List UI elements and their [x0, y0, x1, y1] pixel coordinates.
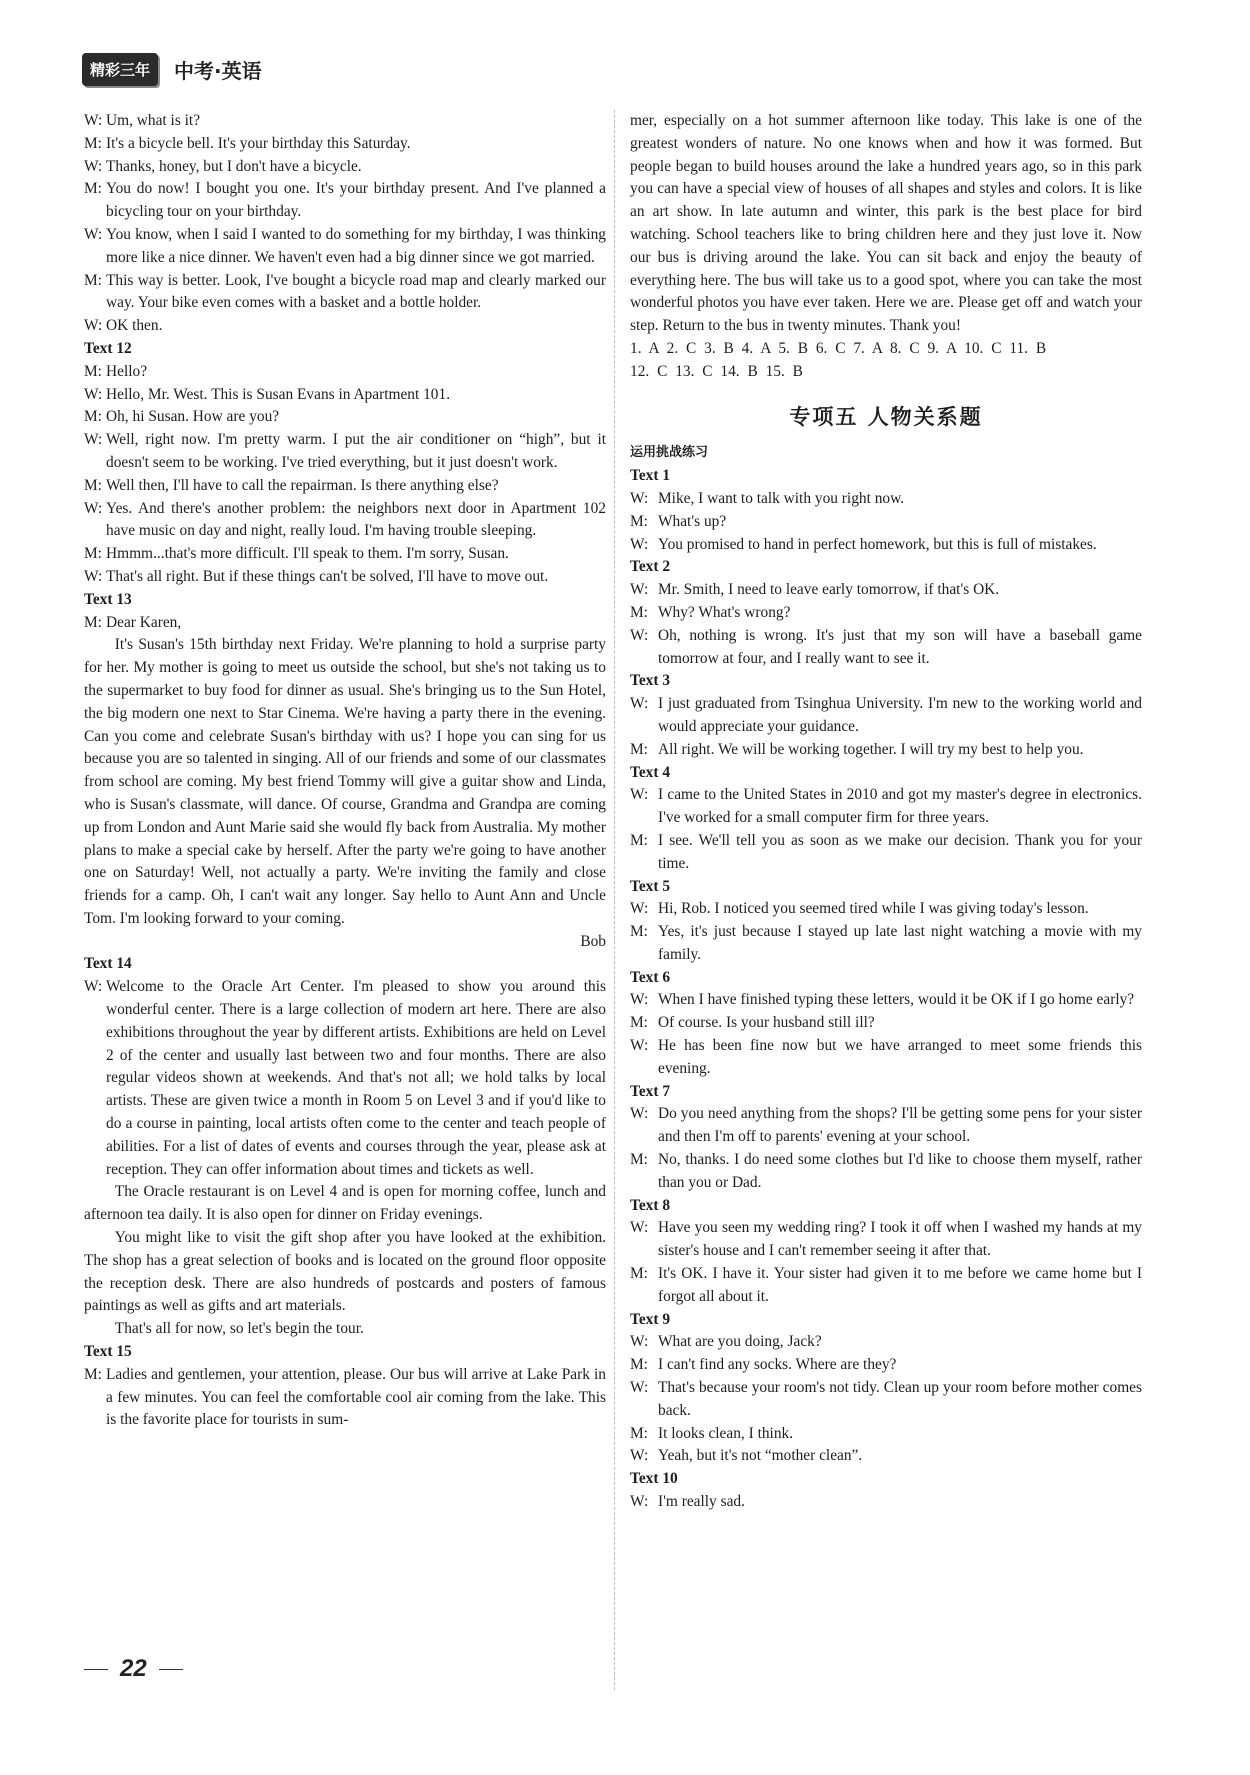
speaker-label: M:	[84, 180, 102, 198]
text-heading: Text 14	[84, 955, 132, 973]
dialogue-line	[630, 1377, 1142, 1423]
text-heading: Text 15	[84, 1343, 132, 1361]
dialogue-text: Ladies and gentlemen, your attention, please. Our bus will arrive at Lake Park in a few minutes. You can feel the comfortable cool air coming from the lake. This is the favorite place for tourists in sum-	[106, 1365, 606, 1429]
answer-key: 12. C 13. C 14. B 15. B	[630, 362, 803, 380]
speaker-label: W:	[630, 489, 649, 507]
speaker-label: W:	[84, 499, 103, 517]
dialogue-text: I see. We'll tell you as soon as we make our decision. Thank you for your time.	[658, 831, 1142, 872]
dialogue-line	[84, 612, 606, 635]
text-heading: Text 4	[630, 763, 671, 781]
dialogue-line	[84, 1364, 606, 1432]
dialogue-line	[630, 921, 1142, 967]
dialogue-line	[630, 1217, 1142, 1263]
dialogue-line	[630, 1149, 1142, 1195]
dialogue-text: Yes. And there's another problem: the neighbors next door in Apartment 102 have music on day and night, really loud. I'm having trouble sleeping.	[106, 499, 606, 540]
text-heading: Text 13	[84, 590, 132, 608]
dialogue-line	[630, 830, 1142, 876]
page-header	[82, 52, 262, 86]
speaker-label: M:	[630, 512, 648, 530]
dialogue-text: You do now! I bought you one. It's your birthday present. And I've planned a bicycling tour on your birthday.	[106, 180, 606, 221]
dialogue-text: I just graduated from Tsinghua University. I'm new to the working world and would appreciate your guidance.	[658, 695, 1142, 735]
dialogue-line	[84, 361, 606, 384]
dialogue-text: When I have finished typing these letters, would it be OK if I go home early?	[658, 991, 1135, 1009]
answer-key: 1. A 2. C 3. B 4. A 5. B 6. C 7. A 8. C 9. A 10. C 11. B	[630, 339, 1047, 357]
text-heading: Text 5	[630, 877, 671, 895]
dialogue-text: Thanks, honey, but I don't have a bicycle.	[106, 157, 362, 175]
dialogue-text: Hello?	[106, 362, 148, 380]
dialogue-text: Dear Karen,	[106, 613, 182, 631]
dialogue-text: You promised to hand in perfect homework, but this is full of mistakes.	[658, 535, 1097, 553]
speaker-label: M:	[84, 134, 102, 152]
dialogue-text: Of course. Is your husband still ill?	[658, 1014, 875, 1032]
speaker-label: W:	[630, 1037, 649, 1055]
dialogue-line	[84, 543, 606, 566]
dialogue-text: Um, what is it?	[106, 112, 201, 129]
left-column	[84, 110, 606, 1432]
speaker-label: M:	[630, 740, 648, 758]
speaker-label: M:	[630, 603, 648, 621]
speaker-label: M:	[84, 271, 102, 289]
paragraph: You might like to visit the gift shop after you have looked at the exhibition. The shop has a great selection of books and is located on the ground floor opposite the reception desk. There are also hundreds of postcards and posters of famous paintings as well as gifts and art materials.	[84, 1229, 606, 1315]
dialogue-text: This way is better. Look, I've bought a bicycle road map and clearly marked our way. Your bike even comes with a basket and a bottle holder.	[106, 271, 606, 312]
paragraph: It's Susan's 15th birthday next Friday. We're planning to hold a surprise party for her. My mother is going to meet us outside the school, but she's not taking us to the supermarket to buy food for dinner as usual. She's bringing us to the Sun Hotel, the big modern one next to Star Cinema. We're having a party there in the evening. Can you come and celebrate Susan's birthday with us? I hope you can sing for us because you are so talented in singing. All of our friends and some of our classmates from school are coming. My best friend Tommy will give a guitar show and Linda, who is Susan's classmate, will dance. Of course, Grandma and Grandpa are coming up from London and Aunt Marie said she would fly back from Australia. My mother plans to make a special cake by herself. After the party we're going to have another one on Saturday! Well, not actually a party. We're inviting the family and close friends for a camp. Oh, I can't wait any longer. Say hello to Aunt Ann and Uncle Tom. I'm looking forward to your coming.	[84, 636, 606, 927]
page-footer	[84, 1655, 183, 1683]
dialogue-line	[630, 1103, 1142, 1149]
dialogue-line	[84, 976, 606, 1181]
dialogue-line	[630, 1263, 1142, 1309]
dialogue-text: Hmmm...that's more difficult. I'll speak to them. I'm sorry, Susan.	[106, 545, 509, 563]
dialogue-line	[630, 534, 1142, 557]
dialogue-line	[630, 739, 1142, 762]
dialogue-line	[630, 898, 1142, 921]
dialogue-text: Well then, I'll have to call the repairman. Is there anything else?	[106, 476, 499, 494]
series-logo: 精彩三年	[82, 53, 158, 86]
speaker-label: W:	[630, 626, 649, 644]
dialogue-text: Oh, hi Susan. How are you?	[106, 408, 280, 426]
footer-rule	[159, 1669, 183, 1670]
dialogue-text: Have you seen my wedding ring? I took it off when I washed my hands at my sister's house and I can't remember seeing it after that.	[658, 1219, 1142, 1260]
speaker-label: M:	[84, 408, 102, 426]
speaker-label: W:	[630, 900, 649, 918]
dialogue-text: It looks clean, I think.	[658, 1424, 794, 1442]
dialogue-text: I can't find any socks. Where are they?	[658, 1356, 897, 1374]
speaker-label: W:	[84, 431, 103, 449]
speaker-label: M:	[84, 362, 102, 380]
speaker-label: M:	[630, 923, 648, 941]
speaker-label: W:	[630, 1447, 649, 1465]
dialogue-line	[630, 1491, 1142, 1514]
speaker-label: M:	[630, 1356, 648, 1374]
dialogue-text: It's OK. I have it. Your sister had given it to me before we came home but I forgot all about it.	[658, 1265, 1142, 1305]
dialogue-line	[630, 1331, 1142, 1354]
dialogue-line	[84, 270, 606, 316]
dialogue-text: I'm really sad.	[658, 1493, 745, 1511]
section-title: 专项五 人物关系题	[789, 404, 983, 429]
column-divider	[614, 110, 615, 1690]
dialogue-line	[84, 315, 606, 338]
dialogue-line	[84, 566, 606, 589]
dialogue-text: Yeah, but it's not “mother clean”.	[658, 1447, 863, 1465]
dialogue-line	[630, 579, 1142, 602]
dialogue-line	[630, 511, 1142, 534]
dialogue-line	[84, 110, 606, 133]
dialogue-text: I came to the United States in 2010 and got my master's degree in electronics. I've worked for a small computer firm for three years.	[658, 786, 1142, 827]
dialogue-text: It's a bicycle bell. It's your birthday this Saturday.	[106, 134, 411, 152]
speaker-label: M:	[84, 1365, 102, 1383]
speaker-label: M:	[84, 545, 102, 563]
dialogue-line	[84, 475, 606, 498]
dialogue-text: Hello, Mr. West. This is Susan Evans in Apartment 101.	[106, 385, 451, 403]
dialogue-text: What's up?	[658, 512, 727, 530]
speaker-label: W:	[630, 1493, 649, 1511]
dialogue-line	[84, 156, 606, 179]
dialogue-line	[630, 488, 1142, 511]
speaker-label: M:	[630, 1014, 648, 1032]
dialogue-line	[84, 384, 606, 407]
right-column	[630, 110, 1142, 1514]
dialogue-line	[84, 133, 606, 156]
dialogue-line	[84, 406, 606, 429]
text-heading: Text 10	[630, 1470, 678, 1488]
dialogue-text: That's because your room's not tidy. Clean up your room before mother comes back.	[658, 1379, 1142, 1419]
dialogue-line	[84, 224, 606, 270]
dialogue-text: You know, when I said I wanted to do something for my birthday, I was thinking more like a nice dinner. We haven't even had a big dinner since we got married.	[106, 225, 606, 266]
speaker-label: W:	[630, 695, 649, 713]
dialogue-line	[630, 989, 1142, 1012]
text-heading: Text 3	[630, 672, 671, 690]
dialogue-text: No, thanks. I do need some clothes but I'd like to choose them myself, rather than you or Dad.	[658, 1151, 1142, 1191]
page-number: 22	[120, 1655, 147, 1682]
dialogue-line	[84, 178, 606, 224]
speaker-label: W:	[630, 535, 649, 553]
speaker-label: W:	[84, 157, 103, 175]
dialogue-line	[630, 693, 1142, 739]
speaker-label: W:	[84, 978, 103, 996]
speaker-label: W:	[84, 385, 103, 403]
paragraph: mer, especially on a hot summer afternoon like today. This lake is one of the greatest wonders of nature. No one knows when and how it was formed. But people began to build houses around the lake a hundred years ago, so in this park you can have a special view of houses of all shapes and styles and colors. It is like an art show. In late autumn and winter, this park is the best place for bird watching. School teachers like to bring children here and they just love it. Now our bus is driving around the lake. You can sit back and enjoy the beauty of everything here. The bus will take us to a good spot, where you can take the most wonderful photos you have ever taken. Here we are. Please get off and watch your step. Return to the bus in twenty minutes. Thank you!	[630, 112, 1142, 335]
footer-rule	[84, 1669, 108, 1670]
dialogue-text: Do you need anything from the shops? I'll be getting some pens for your sister and then I'm off to parents' evening at your school.	[658, 1105, 1142, 1146]
dialogue-line	[84, 429, 606, 475]
speaker-label: M:	[84, 613, 102, 631]
dialogue-line	[630, 1035, 1142, 1081]
dialogue-text: He has been fine now but we have arranged to meet some friends this evening.	[658, 1037, 1142, 1077]
speaker-label: W:	[84, 567, 103, 585]
dialogue-line	[630, 602, 1142, 625]
dialogue-line	[630, 1445, 1142, 1468]
paragraph: That's all for now, so let's begin the tour.	[114, 1320, 364, 1338]
text-heading: Text 7	[630, 1082, 671, 1100]
text-heading: Text 8	[630, 1196, 671, 1214]
speaker-label: M:	[630, 831, 648, 849]
dialogue-text: Well, right now. I'm pretty warm. I put the air conditioner on “high”, but it doesn't seem to be working. I've tried everything, but it just doesn't work.	[106, 431, 606, 471]
speaker-label: W:	[630, 1219, 649, 1237]
paragraph: The Oracle restaurant is on Level 4 and is open for morning coffee, lunch and afternoon tea daily. It is also open for dinner on Friday evenings.	[84, 1183, 606, 1224]
dialogue-line	[630, 1012, 1142, 1035]
speaker-label: M:	[630, 1151, 648, 1169]
speaker-label: M:	[630, 1265, 648, 1283]
dialogue-text: All right. We will be working together. I will try my best to help you.	[658, 740, 1084, 758]
book-title: 中考·英语	[174, 58, 262, 83]
dialogue-text: What are you doing, Jack?	[658, 1333, 822, 1351]
speaker-label: W:	[84, 225, 103, 243]
dialogue-text: Why? What's wrong?	[658, 603, 791, 621]
speaker-label: W:	[84, 317, 103, 335]
text-heading: Text 12	[84, 339, 132, 357]
speaker-label: W:	[630, 1333, 649, 1351]
letter-signature: Bob	[580, 932, 606, 950]
practice-label: 运用挑战练习	[630, 445, 709, 461]
speaker-label: W:	[84, 112, 103, 129]
dialogue-text: Hi, Rob. I noticed you seemed tired while I was giving today's lesson.	[658, 900, 1089, 918]
dialogue-text: Welcome to the Oracle Art Center. I'm pleased to show you around this wonderful center. There is a large collection of modern art here. There are also exhibitions throughout the year by different artists. Exhibitions are held on Level 2 of the center and usually last between two and four months. There are also regular videos shown at weekends. And that's not all; we hold talks by local artists. These are given twice a month in Room 5 on Level 3 and if you'd like to do a course in painting, local artists often come to the center and teach people of abilities. For a list of dates of events and courses through the year, please ask at reception. They can offer information about times and tickets as well.	[106, 978, 606, 1178]
text-heading: Text 9	[630, 1310, 671, 1328]
speaker-label: M:	[84, 476, 102, 494]
dialogue-text: Mike, I want to talk with you right now.	[658, 489, 905, 507]
speaker-label: W:	[630, 991, 649, 1009]
dialogue-text: Oh, nothing is wrong. It's just that my son will have a baseball game tomorrow at four, and I really want to see it.	[658, 626, 1142, 667]
dialogue-line	[630, 1423, 1142, 1446]
dialogue-line	[630, 625, 1142, 671]
dialogue-line	[630, 784, 1142, 830]
dialogue-text: That's all right. But if these things can't be solved, I'll have to move out.	[106, 567, 549, 585]
dialogue-text: Yes, it's just because I stayed up late last night watching a movie with my family.	[658, 923, 1142, 963]
speaker-label: W:	[630, 581, 649, 599]
dialogue-text: Mr. Smith, I need to leave early tomorrow, if that's OK.	[658, 581, 1000, 599]
speaker-label: W:	[630, 1379, 649, 1397]
speaker-label: W:	[630, 1105, 649, 1123]
dialogue-text: OK then.	[106, 317, 163, 335]
dialogue-line	[84, 498, 606, 544]
speaker-label: W:	[630, 786, 649, 804]
text-heading: Text 2	[630, 558, 671, 576]
text-heading: Text 1	[630, 467, 671, 485]
speaker-label: M:	[630, 1424, 648, 1442]
text-heading: Text 6	[630, 968, 671, 986]
dialogue-line	[630, 1354, 1142, 1377]
